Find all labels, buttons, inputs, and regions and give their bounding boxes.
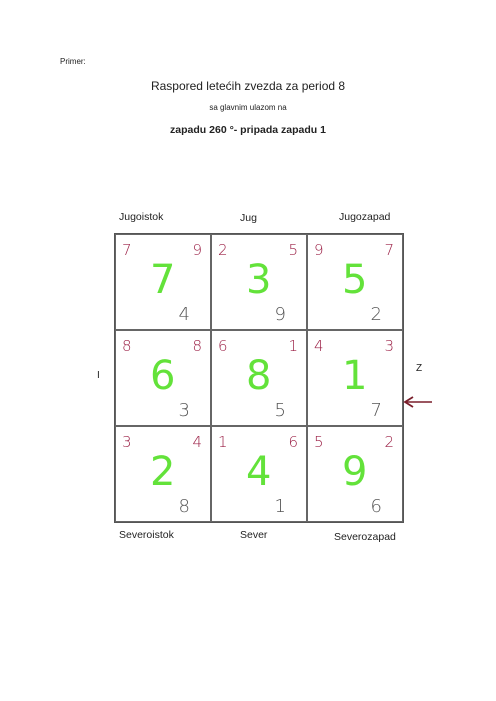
water-star: 1 bbox=[288, 337, 298, 355]
mountain-star: 8 bbox=[122, 337, 132, 355]
mountain-star: 5 bbox=[314, 433, 324, 451]
grid-cell bbox=[115, 330, 211, 426]
direction-south-label: Jug bbox=[240, 212, 257, 224]
grid-cell bbox=[211, 330, 307, 426]
annual-star: 9 bbox=[274, 304, 286, 325]
direction-north-label: Sever bbox=[240, 529, 268, 541]
mountain-star: 7 bbox=[122, 241, 132, 259]
page-heading: zapadu 260 °- pripada zapadu 1 bbox=[170, 124, 326, 136]
annual-star: 5 bbox=[274, 400, 286, 421]
direction-southwest-label: Jugozapad bbox=[339, 211, 391, 223]
grid-cell bbox=[307, 330, 403, 426]
base-star: 1 bbox=[342, 353, 368, 399]
base-star: 6 bbox=[150, 353, 176, 399]
flying-star-grid bbox=[114, 233, 404, 523]
mountain-star: 6 bbox=[218, 337, 228, 355]
water-star: 6 bbox=[288, 433, 298, 451]
base-star: 4 bbox=[246, 449, 272, 495]
annual-star: 4 bbox=[178, 304, 190, 325]
grid-cell bbox=[307, 234, 403, 330]
water-star: 7 bbox=[384, 241, 394, 259]
annual-star: 3 bbox=[178, 400, 190, 421]
water-star: 3 bbox=[384, 337, 394, 355]
annual-star: 1 bbox=[274, 496, 286, 517]
annual-star: 2 bbox=[370, 304, 382, 325]
mountain-star: 1 bbox=[218, 433, 228, 451]
base-star: 3 bbox=[246, 257, 272, 303]
water-star: 5 bbox=[288, 241, 298, 259]
grid-cell bbox=[307, 426, 403, 522]
page-subtitle: sa glavnim ulazom na bbox=[209, 103, 287, 112]
water-star: 8 bbox=[192, 337, 202, 355]
water-star: 4 bbox=[192, 433, 202, 451]
base-star: 8 bbox=[246, 353, 272, 399]
annual-star: 6 bbox=[370, 496, 382, 517]
base-star: 7 bbox=[150, 257, 176, 303]
base-star: 5 bbox=[342, 257, 368, 303]
grid-cell bbox=[211, 234, 307, 330]
mountain-star: 4 bbox=[314, 337, 324, 355]
direction-northeast-label: Severoistok bbox=[119, 529, 174, 541]
grid-cell bbox=[211, 426, 307, 522]
direction-west-label: Z bbox=[416, 363, 423, 374]
primer-label: Primer: bbox=[60, 57, 86, 66]
base-star: 2 bbox=[150, 449, 176, 495]
direction-east-label: I bbox=[97, 370, 100, 381]
base-star: 9 bbox=[342, 449, 368, 495]
water-star: 2 bbox=[384, 433, 394, 451]
mountain-star: 3 bbox=[122, 433, 132, 451]
mountain-star: 2 bbox=[218, 241, 228, 259]
grid-cell bbox=[115, 426, 211, 522]
direction-southeast-label: Jugoistok bbox=[119, 211, 164, 223]
annual-star: 7 bbox=[370, 400, 382, 421]
page-title: Raspored letećih zvezda za period 8 bbox=[150, 79, 346, 93]
water-star: 9 bbox=[192, 241, 202, 259]
direction-northwest-label: Severozapad bbox=[334, 531, 396, 543]
mountain-star: 9 bbox=[314, 241, 324, 259]
entrance-arrow-icon bbox=[403, 396, 433, 408]
annual-star: 8 bbox=[178, 496, 190, 517]
grid-cell bbox=[115, 234, 211, 330]
